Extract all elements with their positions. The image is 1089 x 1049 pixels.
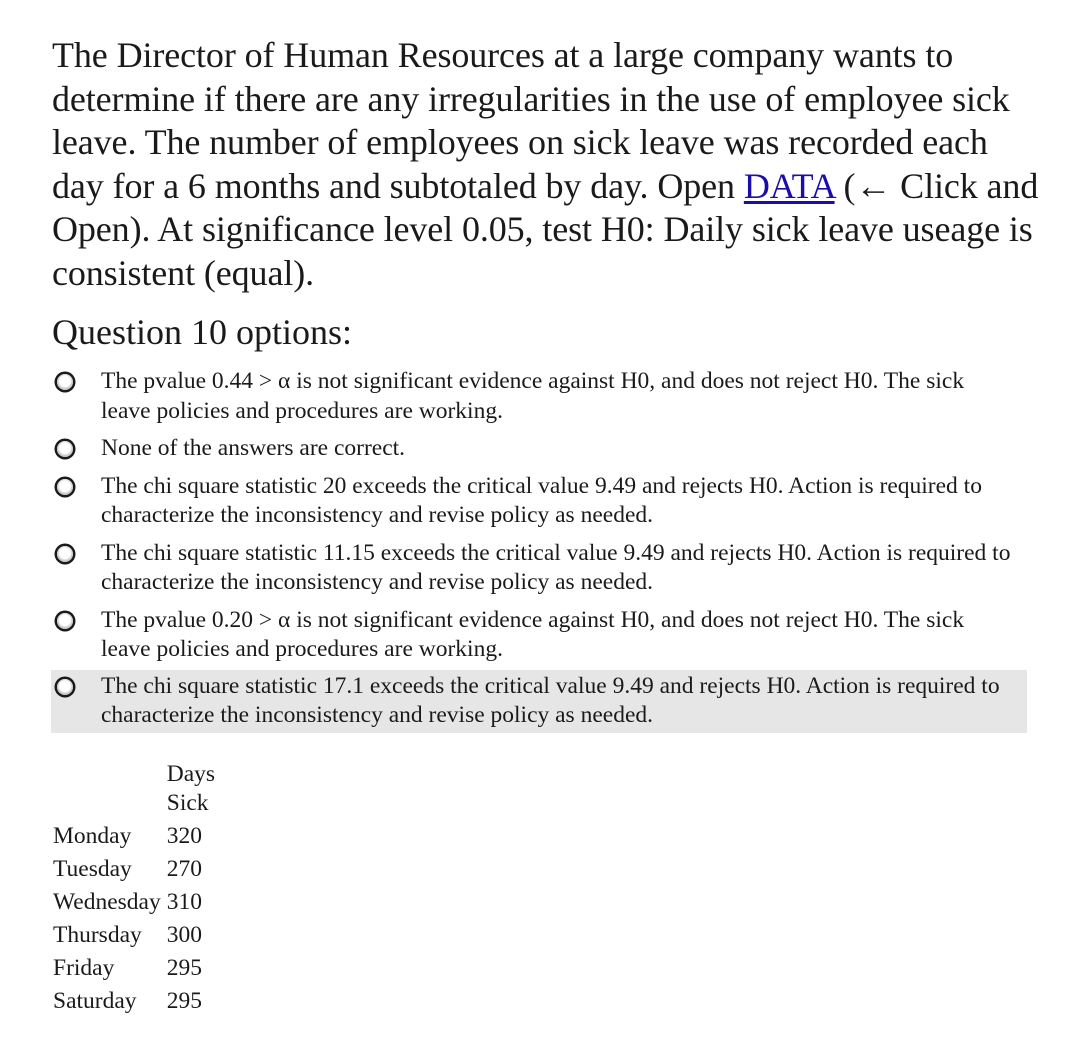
value-cell: 295 bbox=[166, 988, 202, 1014]
option-label: The chi square statistic 20 exceeds the critical value 9.49 and rejects H0. Action is required to characterize the inconsistency and revise policy as needed. bbox=[101, 472, 982, 528]
day-cell: Friday bbox=[53, 955, 115, 981]
value-cell: 320 bbox=[166, 823, 202, 849]
answer-option-5[interactable] bbox=[51, 604, 1027, 667]
option-label: The pvalue 0.20 > α is not significant evidence against H0, and does not reject H0. The sick leave policies and procedures are working. bbox=[101, 606, 965, 662]
day-cell: Wednesday bbox=[53, 889, 161, 915]
table-row bbox=[52, 886, 218, 919]
answer-option-2[interactable] bbox=[51, 432, 1027, 466]
table-row bbox=[52, 820, 218, 853]
prompt-text-after: (← Click and Open). At significance level 0.05, test H0: Daily sick leave useage is consistent (equal). bbox=[52, 165, 1039, 293]
answer-option-4[interactable] bbox=[51, 537, 1027, 600]
day-cell: Saturday bbox=[53, 988, 137, 1014]
radio-button[interactable] bbox=[57, 613, 73, 629]
option-label: The chi square statistic 17.1 exceeds the critical value 9.49 and rejects H0. Action is required to characterize the inconsistency and revise policy as needed. bbox=[101, 672, 1000, 728]
table-corner-cell bbox=[52, 758, 165, 820]
radio-button[interactable] bbox=[57, 679, 73, 695]
day-cell: Monday bbox=[53, 823, 132, 849]
answer-option-6[interactable] bbox=[51, 670, 1027, 733]
sick-days-table bbox=[52, 758, 218, 1018]
value-cell: 295 bbox=[166, 955, 202, 981]
radio-button[interactable] bbox=[57, 441, 73, 457]
value-cell: 270 bbox=[166, 856, 202, 882]
table-row bbox=[52, 919, 218, 952]
answer-options bbox=[51, 365, 1027, 733]
question-prompt bbox=[52, 34, 1042, 296]
prompt-text-before: The Director of Human Resources at a large company wants to determine if there are any irregularities in the use of employee sick leave. The number of employees on sick leave was recorded each day for a 6 months and subtotaled by day. Open bbox=[52, 35, 1010, 206]
value-cell: 300 bbox=[166, 922, 202, 948]
data-link[interactable]: DATA bbox=[743, 165, 835, 206]
radio-button[interactable] bbox=[57, 479, 73, 495]
radio-button[interactable] bbox=[57, 374, 73, 390]
answer-option-1[interactable] bbox=[51, 365, 1027, 428]
day-cell: Tuesday bbox=[53, 856, 132, 882]
option-label: None of the answers are correct. bbox=[101, 435, 406, 461]
days-sick-header: Days Sick bbox=[166, 761, 216, 816]
day-cell: Thursday bbox=[53, 922, 142, 948]
table-row bbox=[52, 985, 218, 1018]
table-row bbox=[52, 853, 218, 886]
table-row bbox=[52, 952, 218, 985]
table-header-row bbox=[52, 758, 218, 820]
option-label: The pvalue 0.44 > α is not significant evidence against H0, and does not reject H0. The sick leave policies and procedures are working. bbox=[101, 368, 965, 424]
answer-option-3[interactable] bbox=[51, 470, 1027, 533]
options-title: Question 10 options: bbox=[52, 312, 353, 352]
value-cell: 310 bbox=[166, 889, 202, 915]
radio-button[interactable] bbox=[57, 546, 73, 562]
option-label: The chi square statistic 11.15 exceeds the critical value 9.49 and rejects H0. Action is required to characterize the inconsistency and revise policy as needed. bbox=[101, 539, 1011, 595]
